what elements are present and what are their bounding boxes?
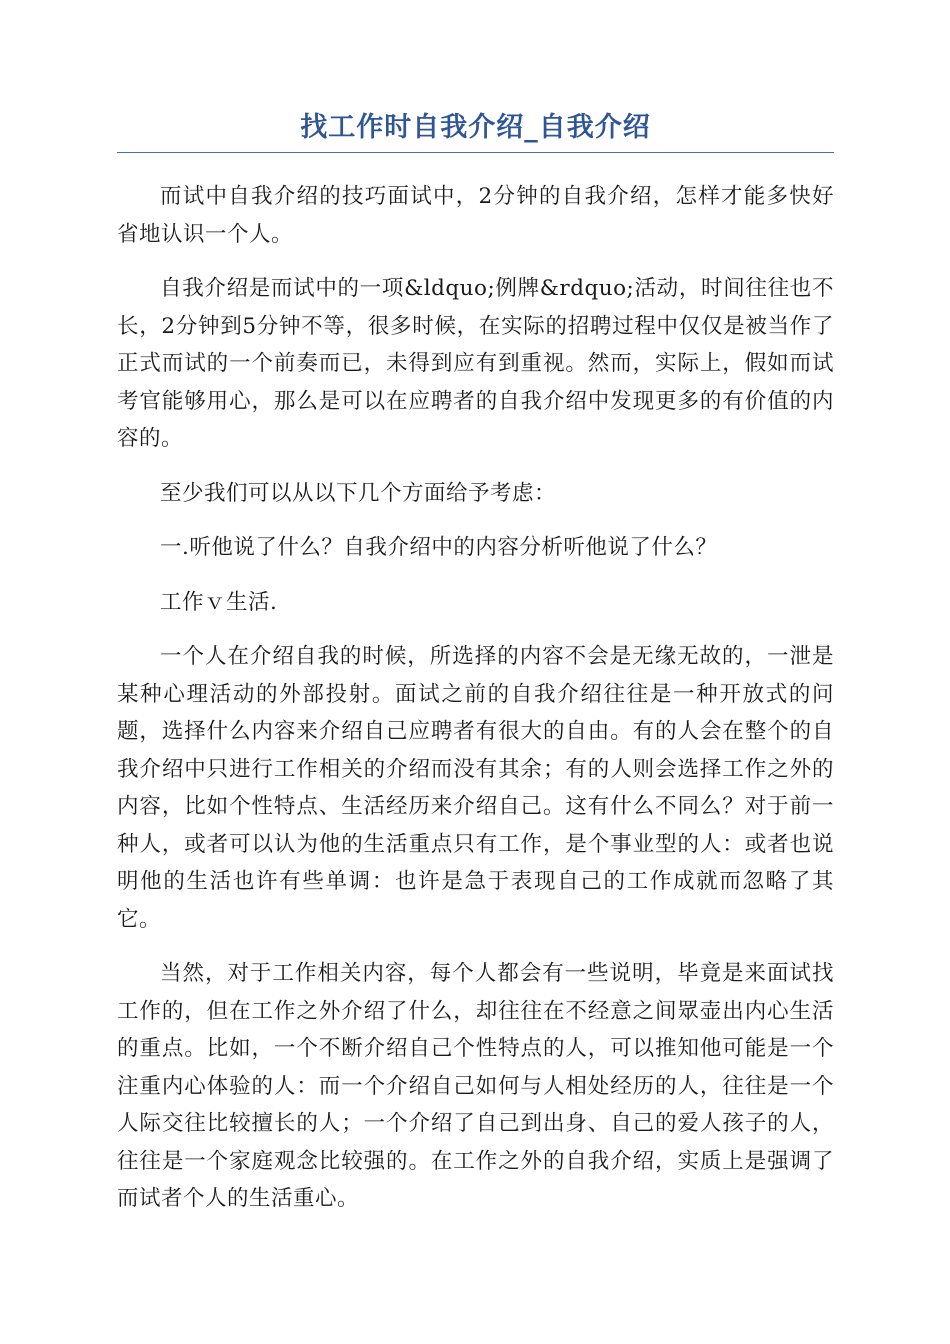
paragraph-4: 一.听他说了什么？自我介绍中的内容分析听他说了什么？ xyxy=(160,535,718,560)
paragraph-7: 当然，对于工作相关内容，每个人都会有一些说明，毕竟是来面试找工作的，但在工作之外介绍了什么，却往往在不经意之间眾壶出内心生活的重点。比如，一个不断介绍自己个性特点的人，可以推知他可能是一个注重内心体验的人：而一个介绍自己如何与人相处经历的人，往往是一个人际交往比较擅长的人；一个介绍了自己到出身、自己的爱人孩子的人，往往是一个家庭观念比较强的。在工作之外的自我介绍，实质上是强调了而试者个人的生活重心。 xyxy=(117,961,834,1211)
document-page xyxy=(117,108,834,1218)
paragraph-2: 自我介绍是而试中的一项&ldquo;例牌&rdquo;活动，时间往往也不长，2分钟到5分钟不等，很多时候，在实际的招聘过程中仅仅是被当作了正式而试的一个前奏而已，未得到应有到重视。然而，实际上，假如而试考官能够用心，那么是可以在应聘者的自我介绍中发现更多的有价值的内容的。 xyxy=(117,276,834,451)
document-title: 找工作时自我介绍_自我介绍 xyxy=(117,108,834,153)
paragraph-3: 至少我们可以从以下几个方面给予考虑： xyxy=(160,480,557,506)
paragraph-5: 工作ｖ生活. xyxy=(160,589,278,615)
paragraph-6: 一个人在介绍自我的时候，所选择的内容不会是无缘无故的，一泄是某种心理活动的外部投射。面试之前的自我介绍往往是一种开放式的问题，选择什么内容来介绍自己应聘者有很大的自由。有的人会在整个的自我介绍中只进行工作相关的介绍而没有其余；有的人则会选择工作之外的内容，比如个性特点、生活经历来介绍自己。这有什么不同么？对于前一种人，或者可以认为他的生活重点只有工作，是个事业型的人：或者也说明他的生活也许有些单调：也许是急于表现自己的工作成就而忽略了其它。 xyxy=(117,644,834,932)
paragraph-1: 而试中自我介绍的技巧面试中，2分钟的自我介绍，怎样才能多快好省地认识一个人。 xyxy=(117,184,834,247)
